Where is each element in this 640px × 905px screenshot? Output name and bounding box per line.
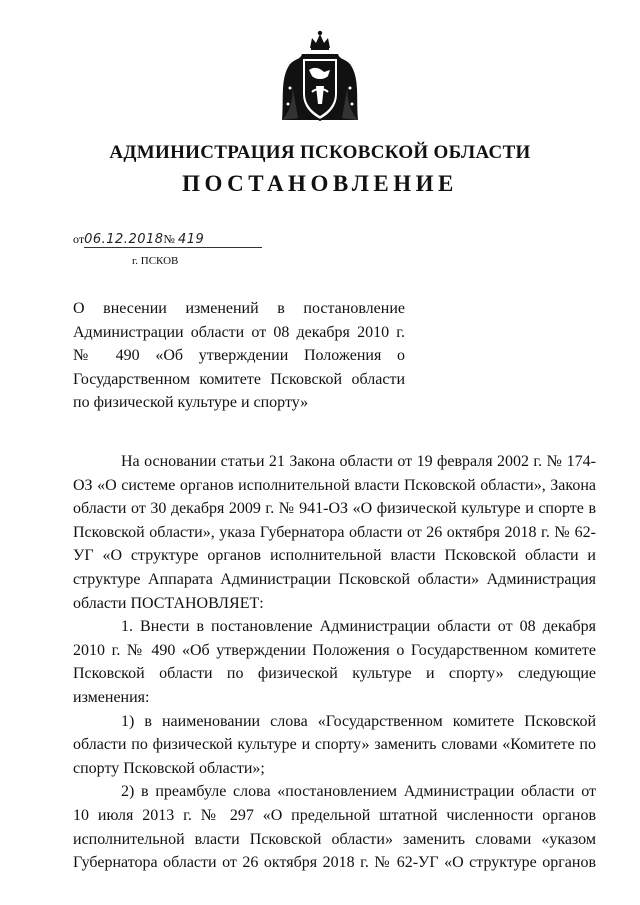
subitem-1-paragraph: 1) в наименовании слова «Государственном комитете Псковской области по физической культуре и спорту» заменить словами «Комитете по спорту Псковской области»;	[73, 712, 596, 777]
document-number: 419	[177, 232, 205, 247]
subitem-2-paragraph: 2) в преамбуле слова «постановлением Администрации области от 10 июля 2013 г. № 297 «О предельной штатной численности органов исполнительной власти Псковской области» заменить словами «указом Губернатора области от 26 октября 2018 г. № 62-УГ «О структуре органов	[73, 783, 596, 872]
preamble-paragraph: На основании статьи 21 Закона области от 19 февраля 2002 г. № 174-ОЗ «О системе органов исполнительной власти Псковской области», Закона области от 30 декабря 2009 г. № 941-ОЗ «О физической культуре и спорте в Псковской области», указа Губернатора области от 26 октября 2018 г. № 62-УГ «О структуре органов исполнительной власти Псковской области и структуре Аппарата Администрации Псковской области» Администрация области ПОСТАНОВЛЯЕТ:	[73, 453, 596, 612]
document-type-title: ПОСТАНОВЛЕНИЕ	[182, 171, 458, 196]
document-subject: О внесении изменений в постановление Администрации области от 08 декабря 2010 г. № 490 «Об утверждении Положения о Государственном комитете Псковской области по физической культуре и спорту»	[73, 300, 405, 411]
city-label: г. ПСКОВ	[132, 255, 179, 267]
pskov-coat-of-arms-icon	[276, 28, 364, 128]
item-1-paragraph: 1. Внести в постановление Администрации области от 08 декабря 2010 г. № 490 «Об утверждении Положения о Государственном комитете Псковской области по физической культуре и спорту» следующие изменения:	[73, 618, 596, 706]
document-body	[73, 450, 596, 875]
document-date: 06.12.2018	[84, 232, 164, 247]
organization-title: АДМИНИСТРАЦИЯ ПСКОВСКОЙ ОБЛАСТИ	[109, 142, 531, 163]
date-prefix: от	[73, 232, 85, 246]
date-number-line	[73, 232, 262, 248]
number-sign: №	[163, 232, 175, 246]
